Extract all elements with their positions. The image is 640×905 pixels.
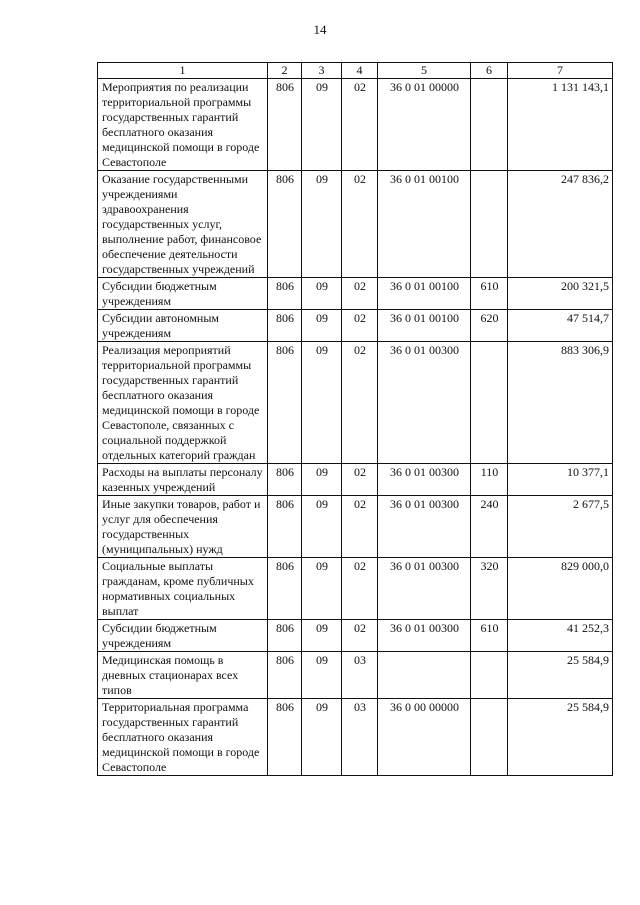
- amount: 25 584,9: [508, 652, 613, 699]
- expense-type-code: [471, 699, 508, 776]
- target-article-code: 36 0 01 00300: [378, 496, 471, 558]
- table-row: [98, 310, 613, 342]
- table-row: [98, 79, 613, 171]
- department-code: 806: [268, 464, 302, 496]
- expense-name: Иные закупки товаров, работ и услуг для обеспечения государственных (муниципальных) нужд: [98, 496, 268, 558]
- department-code: 806: [268, 620, 302, 652]
- subsection-code: 02: [342, 171, 378, 278]
- expense-name: Субсидии бюджетным учреждениям: [98, 278, 268, 310]
- subsection-code: 02: [342, 342, 378, 464]
- expense-type-code: 620: [471, 310, 508, 342]
- section-code: 09: [302, 620, 342, 652]
- column-header-3: 3: [302, 63, 342, 79]
- department-code: 806: [268, 342, 302, 464]
- amount: 829 000,0: [508, 558, 613, 620]
- subsection-code: 02: [342, 79, 378, 171]
- amount: 200 321,5: [508, 278, 613, 310]
- target-article-code: 36 0 01 00100: [378, 278, 471, 310]
- section-code: 09: [302, 310, 342, 342]
- target-article-code: 36 0 01 00300: [378, 558, 471, 620]
- section-code: 09: [302, 496, 342, 558]
- table-row: [98, 652, 613, 699]
- amount: 25 584,9: [508, 699, 613, 776]
- column-header-2: 2: [268, 63, 302, 79]
- target-article-code: [378, 652, 471, 699]
- section-code: 09: [302, 79, 342, 171]
- target-article-code: 36 0 01 00300: [378, 620, 471, 652]
- expense-type-code: 610: [471, 278, 508, 310]
- table-row: [98, 342, 613, 464]
- department-code: 806: [268, 699, 302, 776]
- expense-type-code: 320: [471, 558, 508, 620]
- amount: 2 677,5: [508, 496, 613, 558]
- section-code: 09: [302, 278, 342, 310]
- table-row: [98, 699, 613, 776]
- expense-name: Реализация мероприятий территориальной программы государственных гарантий бесплатного оказания медицинской помощи в городе Севастополе, связанных с социальной поддержкой отдельных категорий граждан: [98, 342, 268, 464]
- subsection-code: 02: [342, 464, 378, 496]
- department-code: 806: [268, 79, 302, 171]
- target-article-code: 36 0 01 00000: [378, 79, 471, 171]
- table-row: [98, 171, 613, 278]
- page-number: 14: [313, 22, 327, 37]
- expense-name: Территориальная программа государственных гарантий бесплатного оказания медицинской помощи в городе Севастополе: [98, 699, 268, 776]
- amount: 883 306,9: [508, 342, 613, 464]
- department-code: 806: [268, 171, 302, 278]
- amount: 10 377,1: [508, 464, 613, 496]
- target-article-code: 36 0 01 00100: [378, 310, 471, 342]
- table-row: [98, 464, 613, 496]
- amount: 41 252,3: [508, 620, 613, 652]
- expense-type-code: [471, 171, 508, 278]
- expense-name: Мероприятия по реализации территориальной программы государственных гарантий бесплатного оказания медицинской помощи в городе Севастополе: [98, 79, 268, 171]
- table-header-row: [98, 63, 613, 79]
- column-header-4: 4: [342, 63, 378, 79]
- target-article-code: 36 0 01 00100: [378, 171, 471, 278]
- section-code: 09: [302, 652, 342, 699]
- subsection-code: 02: [342, 496, 378, 558]
- table-row: [98, 558, 613, 620]
- section-code: 09: [302, 342, 342, 464]
- target-article-code: 36 0 01 00300: [378, 342, 471, 464]
- expense-type-code: [471, 79, 508, 171]
- column-header-1: 1: [98, 63, 268, 79]
- expense-name: Медицинская помощь в дневных стационарах всех типов: [98, 652, 268, 699]
- expense-name: Оказание государственными учреждениями здравоохранения государственных услуг, выполнение работ, финансовое обеспечение деятельности государственных учреждений: [98, 171, 268, 278]
- expense-type-code: 240: [471, 496, 508, 558]
- table-row: [98, 278, 613, 310]
- department-code: 806: [268, 496, 302, 558]
- subsection-code: 02: [342, 310, 378, 342]
- department-code: 806: [268, 310, 302, 342]
- department-code: 806: [268, 652, 302, 699]
- subsection-code: 03: [342, 652, 378, 699]
- subsection-code: 02: [342, 558, 378, 620]
- column-header-5: 5: [378, 63, 471, 79]
- table-row: [98, 496, 613, 558]
- section-code: 09: [302, 171, 342, 278]
- section-code: 09: [302, 464, 342, 496]
- amount: 1 131 143,1: [508, 79, 613, 171]
- target-article-code: 36 0 00 00000: [378, 699, 471, 776]
- subsection-code: 03: [342, 699, 378, 776]
- column-header-7: 7: [508, 63, 613, 79]
- expense-type-code: 610: [471, 620, 508, 652]
- expense-name: Социальные выплаты гражданам, кроме публичных нормативных социальных выплат: [98, 558, 268, 620]
- section-code: 09: [302, 558, 342, 620]
- amount: 247 836,2: [508, 171, 613, 278]
- subsection-code: 02: [342, 278, 378, 310]
- column-header-6: 6: [471, 63, 508, 79]
- section-code: 09: [302, 699, 342, 776]
- expense-type-code: 110: [471, 464, 508, 496]
- expense-name: Субсидии автономным учреждениям: [98, 310, 268, 342]
- expense-name: Субсидии бюджетным учреждениям: [98, 620, 268, 652]
- expense-name: Расходы на выплаты персоналу казенных учреждений: [98, 464, 268, 496]
- department-code: 806: [268, 558, 302, 620]
- expense-type-code: [471, 652, 508, 699]
- amount: 47 514,7: [508, 310, 613, 342]
- table-row: [98, 620, 613, 652]
- department-code: 806: [268, 278, 302, 310]
- budget-table: [97, 62, 613, 776]
- expense-type-code: [471, 342, 508, 464]
- target-article-code: 36 0 01 00300: [378, 464, 471, 496]
- subsection-code: 02: [342, 620, 378, 652]
